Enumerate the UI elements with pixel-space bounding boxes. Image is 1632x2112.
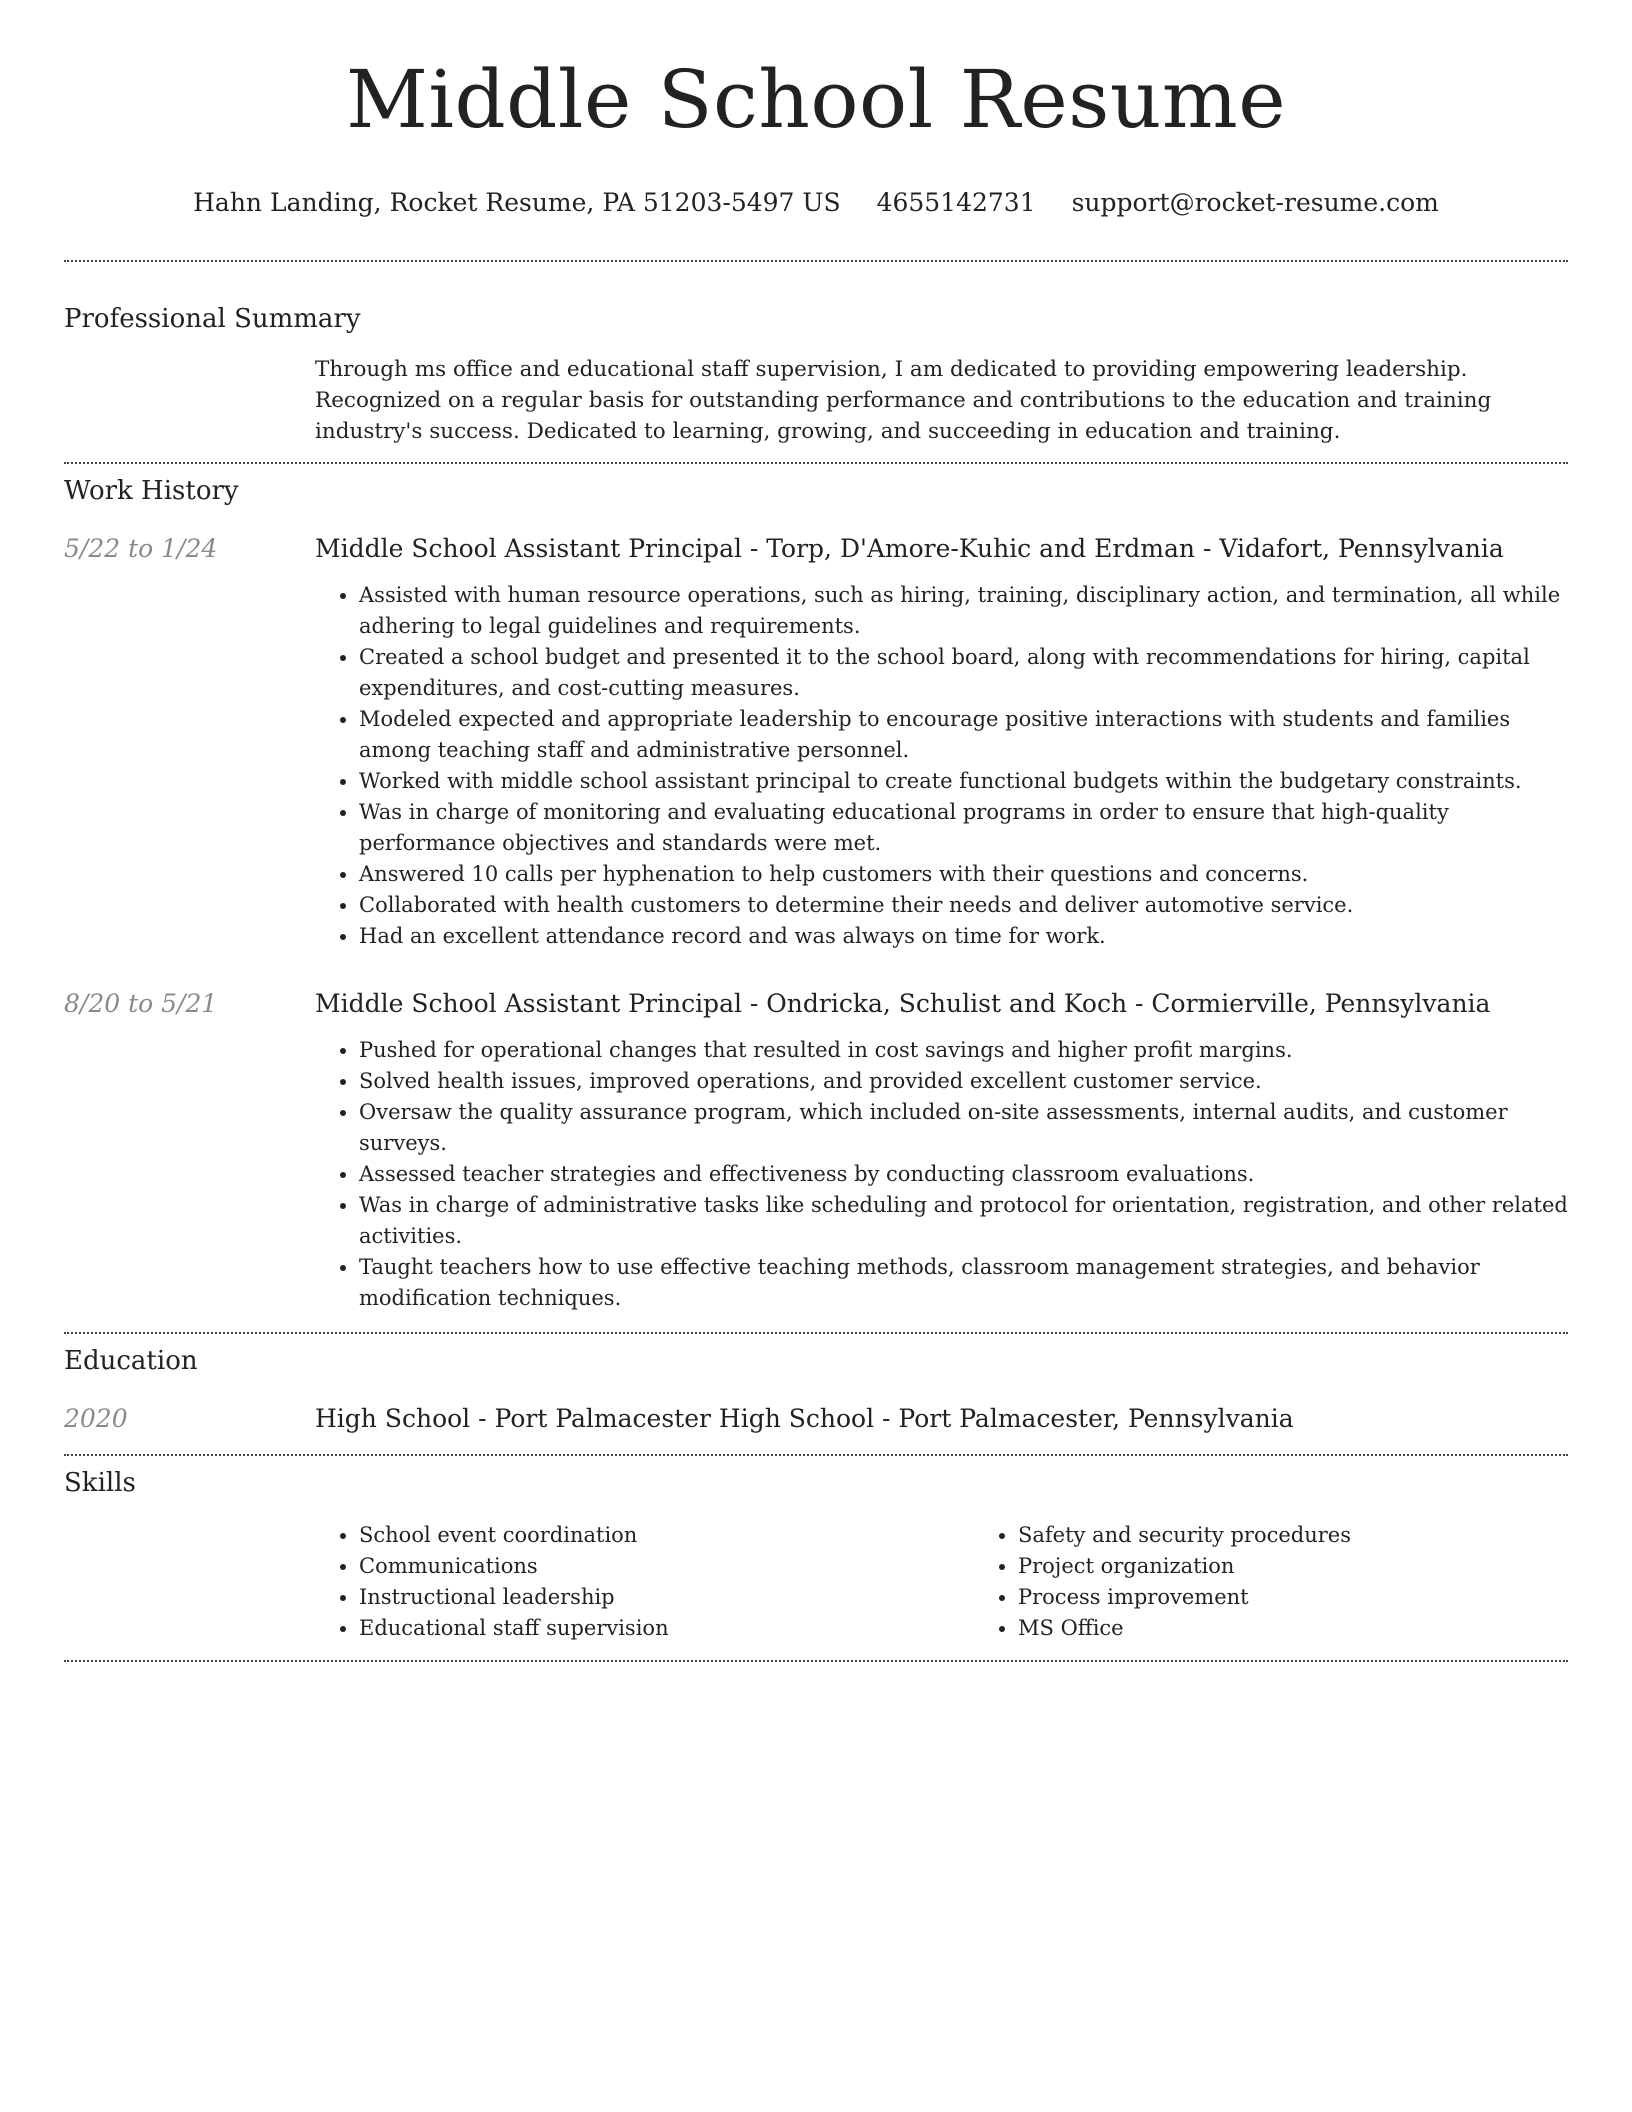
job-dates: 5/22 to 1/24	[64, 534, 218, 563]
job-bullet: • Oversaw the quality assurance program, which included on-site assessments, internal audits, and customer surveys.	[359, 1097, 1568, 1159]
job-entry	[64, 987, 1568, 1314]
summary-divider	[64, 462, 1568, 464]
job-bullet: • Was in charge of monitoring and evaluating educational programs in order to ensure that high-quality performance objectives and standards were met.	[359, 797, 1568, 859]
skill-item: • Educational staff supervision	[359, 1613, 974, 1644]
education-heading: Education	[64, 1346, 198, 1376]
skill-item: • MS Office	[1018, 1613, 1632, 1644]
job-bullet: • Assessed teacher strategies and effectiveness by conducting classroom evaluations.	[359, 1159, 1568, 1190]
skill-item: • School event coordination	[359, 1520, 974, 1551]
job-bullet: • Answered 10 calls per hyphenation to help customers with their questions and concerns.	[359, 859, 1568, 890]
skills-row	[64, 1520, 1568, 1644]
summary-row	[64, 354, 1568, 447]
summary-heading: Professional Summary	[64, 304, 361, 334]
job-entry	[64, 532, 1568, 952]
skills-list-right	[974, 1520, 1632, 1644]
work-divider	[64, 1332, 1568, 1334]
education-year: 2020	[64, 1404, 128, 1433]
job-dates: 8/20 to 5/21	[64, 989, 218, 1018]
education-divider	[64, 1454, 1568, 1456]
job-bullet: • Worked with middle school assistant principal to create functional budgets within the budgetary constraints.	[359, 766, 1568, 797]
job-title: Middle School Assistant Principal - Ondricka, Schulist and Koch - Cormierville, Pennsylvania	[315, 989, 1491, 1018]
job-bullets	[315, 580, 1568, 952]
skill-item: • Communications	[359, 1551, 974, 1582]
skill-item: • Project organization	[1018, 1551, 1632, 1582]
contact-email: support@rocket-resume.com	[1071, 188, 1439, 217]
job-bullet: • Solved health issues, improved operations, and provided excellent customer service.	[359, 1066, 1568, 1097]
skill-item: • Instructional leadership	[359, 1582, 974, 1613]
summary-text: Through ms office and educational staff supervision, I am dedicated to providing empowering leadership. Recognized on a regular basis for outstanding performance and contributions to the education and training industry's success. Dedicated to learning, growing, and succeeding in education and training.	[315, 357, 1492, 444]
skill-item: • Process improvement	[1018, 1582, 1632, 1613]
job-bullet: • Was in charge of administrative tasks like scheduling and protocol for orientation, registration, and other related activities.	[359, 1190, 1568, 1252]
contact-phone: 4655142731	[876, 188, 1036, 217]
job-bullet: • Modeled expected and appropriate leadership to encourage positive interactions with students and families among teaching staff and administrative personnel.	[359, 704, 1568, 766]
job-bullet: • Taught teachers how to use effective teaching methods, classroom management strategies, and behavior modification techniques.	[359, 1252, 1568, 1314]
contact-address: Hahn Landing, Rocket Resume, PA 51203-5497 US	[193, 188, 841, 217]
job-bullet: • Collaborated with health customers to determine their needs and deliver automotive service.	[359, 890, 1568, 921]
skill-item: • Safety and security procedures	[1018, 1520, 1632, 1551]
education-details: High School - Port Palmacester High School - Port Palmacester, Pennsylvania	[315, 1404, 1294, 1433]
resume-title: Middle School Resume	[345, 53, 1287, 146]
work-heading: Work History	[64, 476, 239, 506]
header-divider	[64, 260, 1568, 262]
skills-grid	[315, 1520, 1632, 1644]
job-bullets	[315, 1035, 1568, 1314]
education-entry	[64, 1402, 1568, 1436]
job-bullet: • Had an excellent attendance record and was always on time for work.	[359, 921, 1568, 952]
skills-heading: Skills	[64, 1468, 136, 1498]
job-bullet: • Assisted with human resource operations, such as hiring, training, disciplinary action, and termination, all while adhering to legal guidelines and requirements.	[359, 580, 1568, 642]
skills-list-left	[315, 1520, 974, 1644]
skills-divider	[64, 1660, 1568, 1662]
job-title: Middle School Assistant Principal - Torp, D'Amore-Kuhic and Erdman - Vidafort, Pennsylvania	[315, 534, 1504, 563]
contact-line	[64, 186, 1568, 220]
job-bullet: • Created a school budget and presented it to the school board, along with recommendations for hiring, capital expenditures, and cost-cutting measures.	[359, 642, 1568, 704]
job-bullet: • Pushed for operational changes that resulted in cost savings and higher profit margins.	[359, 1035, 1568, 1066]
